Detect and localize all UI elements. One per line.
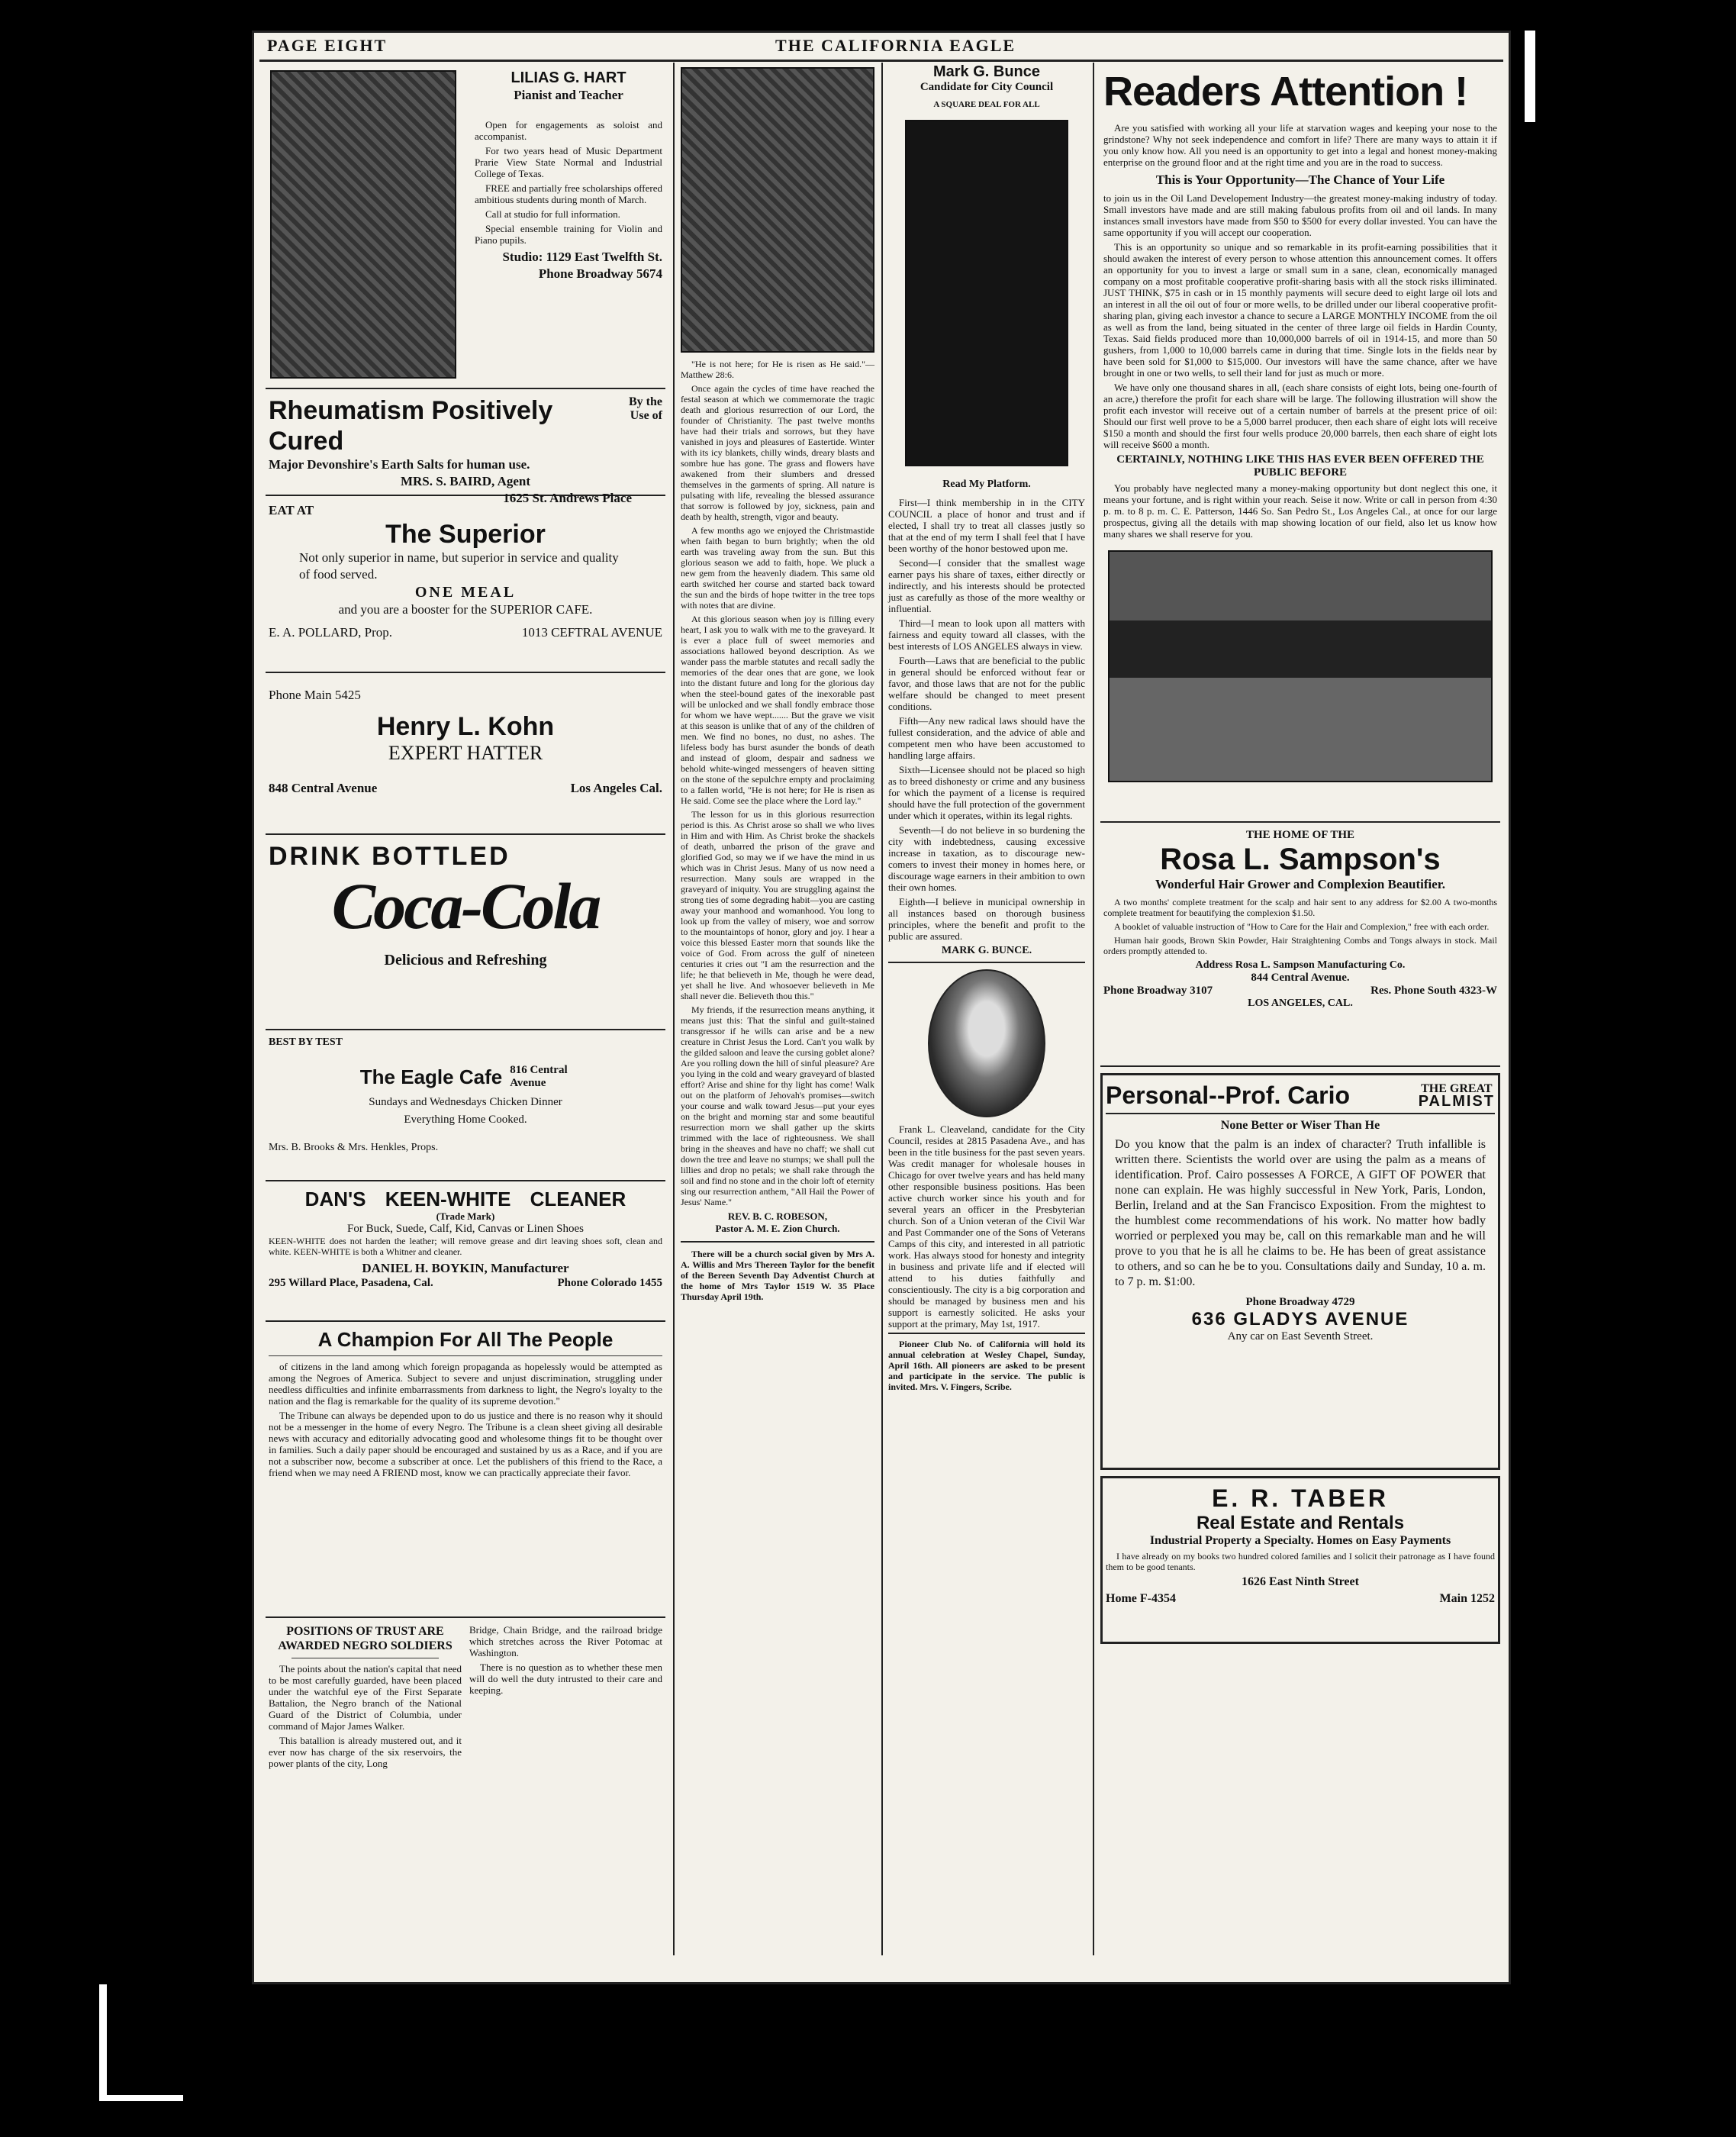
dans-maker: DANIEL H. BOYKIN, Manufacturer (362, 1261, 569, 1275)
sermon-text: At this glorious season when joy is filling every heart, I ask you to walk with me to the graveyard. It is ever a place full of sweet memories and associations hallowed beyond description. As we wander pass the marble statutes and recall sadly the memories of the dear ones that are gone, we look into the distant future and long for the glorious day when the steel-bound gates of the inexorable past will be unlocked and we shall fondly embrace those for whom we have wept....... But the grave we visit at this season is unlike that of any of the children of men. We find no bones, no dust, no ashes. The lifeless body has burst asunder the bonds of death and instead of gloom, despair and sadness we behold white-winged messengers of heaven sitting on the stone of the sepulchre empty and proclaiming to a fallen world, "He is not here; for He is risen as He said. Come see the place where the Lord lay." (681, 614, 874, 806)
scan-edge-mark (99, 1984, 107, 2099)
coke-tag: Delicious and Refreshing (384, 952, 547, 969)
bunce-slogan: A SQUARE DEAL FOR ALL (933, 100, 1040, 109)
eagle-name: The Eagle Cafe (359, 1065, 503, 1088)
sermon-sig1: REV. B. C. ROBESON, (727, 1210, 828, 1222)
readers-title: Readers Attention ! (1103, 69, 1468, 114)
readers-text: This is an opportunity so unique and so remarkable in its profit-earning possibilities that it should awaken the interest of every person to whose attention this announcement comes. It offers an opportunity for you to invest a large or small sum in a sane, clean, economically managed company on a most profitable cooperative profit-sharing basis with all the stock risks illiminated. JUST THINK, $75 in cash or in 15 monthly payments will secure deed to eight large oil lots and an interest in all the oil out of four or more wells, to be drilled under our liberal cooperative profit-sharing plan, giving each investor a chance to secure a LARGE MONTHLY INCOME from the oil as well as from the land, being situated in the center of three large oil fields in Hardin County, Texas. Said fields produced more than 10,000,000 barrels of oil in 1914-15, and more than 50 gushers, from 1,000 to 10,000 barrels came in during that time. Single lots in the fields near by have been sold for $1,000 to $15,000. Our investors will have the same chance, after we have brought in one or two wells, to sell their land for just as much or more. (1103, 241, 1497, 379)
ad-superior-cafe (266, 496, 665, 673)
ad-rosa-sampson (1100, 823, 1500, 1067)
kohn-name: Henry L. Kohn (376, 712, 555, 741)
ad-eagle-cafe (266, 1030, 665, 1181)
cario-sub: None Better or Wiser Than He (1220, 1119, 1380, 1132)
sermon-quote: "He is not here; for He is risen as He said."—Matthew 28:6. (681, 359, 874, 380)
bunce-plank: Second—I consider that the smallest wage earner pays his share of taxes, either directly or indirectly, and his interests should be protected just as carefully as those of the more wealthy or influential. (888, 557, 1085, 614)
champion-text: The Tribune can always be depended upon to do us justice and there is no reason why it should not be a messenger in the home of every Negro. The Tribune is a clean sheet giving all desirable news with accuracy and editorially advocating good and wholesome things fit to be thought over in families. Such a daily paper should be encouraged and sustained by us as a Race, and if you are not a subscriber now, become a subscriber at once. Let the publishers of this friend to the Race, a friend when we may need A FRIEND most, know we can practically appreciate their favor. (269, 1410, 662, 1478)
readers-text: Are you satisfied with working all your life at starvation wages and keeping your nose to the grindstone? Why not seek independence and comfort in life? There are many ways to attain it if you only know how. All you need is an opportunity to get into a legal and honest money-making enterprise on the ground floor and at the right time and you are in the road to success. (1103, 122, 1497, 168)
ad-coca-cola (266, 835, 665, 1030)
taber-line: Industrial Property a Specialty. Homes on Easy Payments (1149, 1534, 1451, 1547)
eagle-props: Mrs. B. Brooks & Mrs. Henkles, Props. (269, 1142, 439, 1153)
dans-line1: For Buck, Suede, Calf, Kid, Canvas or Linen Shoes (347, 1223, 584, 1235)
sermon-text: Once again the cycles of time have reached the festal season at which we commemorate the tragic death and glorious resurrection of our Lord, the founder of Christianity. The past twelve months have had their trials and sorrows, but they have vanished in joys and pleasures of Eastertide. Winter with its icy blankets, chilly winds, dreary blasts and sombre hue has gone. The grass and flowers have awakened from their slumbers and dressed themselves in the garments of spring. All nature is pulsating with life, revealing the blessed assurance that sorrow is followed by joy, sickness, pain and death by health, strength, vigor and beauty. (681, 383, 874, 522)
superior-text: Not only superior in name, but superior in service and quality of food served. (299, 550, 619, 582)
sampson-street: 844 Central Avenue. (1251, 972, 1350, 984)
sermon-sig2: Pastor A. M. E. Zion Church. (715, 1223, 840, 1234)
taber-text: I have already on my books two hundred colored families and I solicit their patronage as I have found them to be good tenants. (1106, 1551, 1495, 1572)
readers-text: We have only one thousand shares in all, (each share consists of eight lots, being one-fourth of an acre,) therefore the profit for each share will be large. The following illustration will show the profit each investor will receive out of a certain number of barrels at the present price of oil: Should our first well prove to be a 5,000 barrel producer, then each share of eight lots will receive $150 a month and should the first four wells produce 20,000 barrels, then each share of eight lots will receive $600 a month. (1103, 382, 1497, 450)
masthead-rule (259, 60, 1503, 62)
portrait-photo (905, 120, 1068, 466)
champion-title: A Champion For All The People (317, 1328, 614, 1351)
dans-line2: KEEN-WHITE does not harden the leather; will remove grease and dirt leaving shoes soft, clean and white. KEEN-WHITE is both a Whitner and cleaner. (269, 1236, 662, 1257)
ad-dans-cleaner (266, 1181, 665, 1322)
taber-sub: Real Estate and Rentals (1196, 1513, 1405, 1533)
positions-text: The points about the nation's capital that need to be most carefully guarded, have been placed under the watchful eye of the First Separate Battalion, the Negro branch of the National Guard of the District of Columbia, under command of Major James Walker. (269, 1663, 462, 1732)
sampson-city: LOS ANGELES, CAL. (1248, 998, 1353, 1009)
dans-address: 295 Willard Place, Pasadena, Cal. (269, 1277, 433, 1289)
superior-prop: E. A. POLLARD, Prop. (269, 625, 392, 640)
eagle-line1: Sundays and Wednesdays Chicken Dinner (369, 1096, 562, 1108)
portrait-photo (681, 67, 874, 353)
sampson-sub: Wonderful Hair Grower and Complexion Beautifier. (1155, 877, 1445, 891)
eagle-line2: Everything Home Cooked. (404, 1114, 527, 1126)
dans-phone: Phone Colorado 1455 (557, 1277, 662, 1289)
rheumatism-agent: MRS. S. BAIRD, Agent (400, 474, 531, 488)
sermon-text: A few months ago we enjoyed the Christmastide when faith began to burn brightly; when the old earth was traveling away from the sun. But this glorious season we add to faith, hope. We pluck a new gem from the heavenly diadem. This same old earth switched her course and started back toward the sun and the birds of hope twitter in the tree tops with notes that are divine. (681, 525, 874, 611)
page-number: PAGE EIGHT (267, 36, 388, 55)
column-right (1094, 63, 1506, 1644)
bunce-plank: Third—I mean to look upon all matters with fairness and equity toward all classes, with the best interests of LOS ANGELES always in view. (888, 617, 1085, 652)
rheumatism-address: 1625 St. Andrews Place (503, 491, 632, 505)
cleaveland-text: Frank L. Cleaveland, candidate for the City Council, resides at 2815 Pasadena Ave., and has been in the title business for the past seven years. Was credit manager for wholesale houses in Chicago for over twelve years and has held many other responsible business positions. Has been active church worker since his youth and for several years an officer in the Presbyterian church. Son of a Union veteran of the Civil War and Past Commander one of the Sons of Veterans Camps of this city, and interested in all patriotic work. Has always stood for honesty and integrity in business and private life and if elected will attend to his duties faithfully and conscientiously. The city is a big corporation and should be managed by business men and his support is earnestly solicited. He asks your support at the primary, May 1st, 1917. (888, 1123, 1085, 1330)
hart-text: Call at studio for full information. (485, 208, 620, 220)
portrait-photo (270, 70, 456, 379)
superior-address: 1013 CEFTRAL AVENUE (521, 625, 662, 640)
readers-text: You probably have neglected many a money-making opportunity but dont neglect this one, it means your fortune, and is right within your reach. Seise it now. Write or call in person from 4:30 p. m. to 8 p. m. C. E. Patterson, 1446 So. San Pedro St., Los Angeles Cal., at once for our large prospectus, giving all the details with map showing location of our field, also let us know how many shares we shall reserve for you. (1103, 482, 1497, 540)
cario-address: 636 GLADYS AVENUE (1191, 1309, 1409, 1330)
hart-text: FREE and partially free scholarships offered ambitious students during month of March. (475, 182, 662, 205)
masthead (252, 32, 1511, 60)
superior-meal: ONE MEAL (414, 584, 517, 601)
scan-edge-mark (99, 2095, 183, 2101)
hart-name: LILIAS G. HART (510, 69, 626, 86)
dans-tm: (Trade Mark) (436, 1210, 495, 1222)
positions-text: There is no question as to whether these men will do well the duty intrusted to their care and keeping. (469, 1662, 662, 1696)
ad-lilias-hart (266, 63, 665, 389)
bunce-caption: Read My Platform. (942, 479, 1031, 490)
ad-henry-kohn (266, 673, 665, 835)
sermon-text: My friends, if the resurrection means anything, it means just this: That the sinful and guilt-stained transgressor if he wills can arise and be a new creature in Christ Jesus the Lord. Can't you walk by the gilded saloon and leave the cursing goblet alone? Are you rolling down the hill of sinful pleasure? Are you lying in the cold and weary graveyard of blasted effort? Arise and shine for thy light has come! Walk out on the platform of Jehovah's promises—switch your course and walk toward Jesus—put your eyes on the bright and morning star and some beautiful resurrection morn we shall gather up the skirts trimmed with the lace of righteousness. We shall bring in the sheaves and have no chaff; we shall cut down the tree and leave no stumps; we shall pull the lillies and drop no petals; we shall rake through the soil and find no stone and in the choir loft of eternity sing our resurrection anthem, "All Hail the Power of Jesus' Name." (681, 1004, 874, 1207)
cario-car: Any car on East Seventh Street. (1227, 1330, 1374, 1342)
scan-edge-mark (1525, 31, 1535, 122)
superior-name: The Superior (385, 520, 546, 549)
shop-interior-photo (1108, 550, 1493, 782)
coca-cola-logo: Coca-Cola (331, 869, 600, 943)
ad-prof-cario (1100, 1073, 1500, 1470)
sampson-phone: Res. Phone South 4323-W (1370, 985, 1497, 997)
article-champion (266, 1322, 665, 1618)
rheumatism-title: Rheumatism Positively Cured (269, 396, 553, 456)
bunce-plank: Fifth—Any new radical laws should have the fullest consideration, and the advice of able and competent men who have been accustomed to handling large affairs. (888, 715, 1085, 761)
cleaveland-portrait (928, 969, 1045, 1117)
sampson-phone: Phone Broadway 3107 (1103, 985, 1213, 997)
bunce-plank: Eighth—I believe in municipal ownership in all instances based on thorough business principles, where the benefit and profit to the public are assured. (888, 896, 1085, 942)
positions-text: This batallion is already mustered out, and it ever now has charge of the six reservoirs, the power plants of the city, Long (269, 1735, 462, 1769)
bunce-cand: Candidate for City Council (920, 81, 1054, 93)
hart-title: Pianist and Teacher (514, 88, 623, 102)
cario-phone: Phone Broadway 4729 (1245, 1296, 1355, 1308)
taber-address: 1626 East Ninth Street (1242, 1575, 1359, 1588)
rheumatism-by: By the Use of (629, 395, 662, 422)
positions-title: POSITIONS OF TRUST ARE AWARDED NEGRO SOLDIERS (278, 1625, 453, 1652)
dans-title: DAN'S KEEN-WHITE CLEANER (304, 1188, 626, 1210)
hart-phone: Phone Broadway 5674 (538, 266, 662, 281)
pioneer-club-notice: Pioneer Club No. of California will hold its annual celebration at Wesley Chapel, Sunday, April 16th. All pioneers are asked to be present and participate in the service. The public is invited. Mrs. V. Fingers, Scribe. (888, 1339, 1085, 1392)
column-left (259, 63, 672, 1778)
sampson-text: Human hair goods, Brown Skin Powder, Hair Straightening Combs and Tongs always in stock. Mail orders promptly attended to. (1103, 935, 1497, 956)
bunce-plank: Seventh—I do not believe in so burdening the city with indebtedness, causing excessive increase in taxation, as to discourage new-comers to invest their money in homes here, or discourage wage earners in their ambition to own their own homes. (888, 824, 1085, 893)
sampson-text: A two months' complete treatment for the scalp and hair sent to any address for $2.00 A two-months complete treatment for beautifying the complexion $1.50. (1103, 897, 1497, 918)
bunce-plank: First—I think membership in in the CITY COUNCIL a place of honor and trust and if elected, I shall try to treat all classes justly so that at the end of my term I shall feel that I have been worthy of the honor bestowed upon me. (888, 497, 1085, 554)
eagle-address: 816 Central Avenue (510, 1064, 568, 1089)
ad-er-taber (1100, 1476, 1500, 1644)
cario-palmist: PALMIST (1418, 1093, 1495, 1110)
ad-readers-attention (1100, 63, 1500, 823)
champion-text: of citizens in the land among which foreign propaganda as hopelessly would be attempted as among the Negroes of America. Subject to severe and unjust discrimination, struggling under needless difficulties and infinite embarrassments from darkness to light, the Negro's loyalty to the nation and the flag is remarkable for the quality of its supreme devotion." (269, 1361, 662, 1407)
bunce-name: Mark G. Bunce (932, 63, 1041, 80)
bunce-plank: Fourth—Laws that are beneficial to the public in general should be enforced without fear or favor, and those laws that are not for the public welfare should be changed to meet present conditions. (888, 655, 1085, 712)
superior-eat: EAT AT (269, 503, 314, 517)
cario-text: Do you know that the palm is an index of character? Truth infallible is written there. Scientists the world over are using the palm as a means of identification. Prof. Cairo possesses A FORCE, A GIFT OF POWER that none can explain. He was highly successful in New York, Paris, London, Berlin, Ireland and at the San Francisco Exposition. From the mightest to the humblest come recommendations of his work. No matter how badly worried or perplexed you may be, call on this remarkable man and he will prove to you that he is all he claims to be. He has been of great assistance to others, and so can he be to you. Consultations daily and Sunday, 10 a. m. to 7 p. m. $1:00. (1115, 1138, 1486, 1288)
cario-great: THE GREAT (1421, 1082, 1493, 1095)
hart-text: Open for engagements as soloist and accompanist. (475, 119, 662, 142)
kohn-phone: Phone Main 5425 (269, 688, 361, 702)
positions-text: Bridge, Chain Bridge, and the railroad bridge which stretches across the River Potomac at Washington. (469, 1624, 662, 1658)
taber-name: E. R. TABER (1212, 1484, 1389, 1512)
sermon-text: The lesson for us in this glorious resurrection period is this. As Christ arose so shall we who lives in Him and with Him. As Christ broke the shackels of death, unbarred the prison of the grave and glorified God, so may we if we have the mind in us which was in Christ Jesus. Many of us now need a resurrection. Many souls are wrapped in the graveyard of iniquity. You are struggling against the strong ties of some degrading habit—you are casting away your manhood and womanhood. You long to look up from the valley of misery, woe and sorrow to the mountaintops of honor, glory and joy. I hear a voice this blessed Easter morn that sounds like the voice of God. From across the gulf of nineteen centuries it cries out "I am the resurrection and the life; he that believeth in Me, though he were dead, yet shall he live. And whosoever believeth in Me shall never die. Believeth thou this." (681, 809, 874, 1001)
kohn-trade: EXPERT HATTER (388, 742, 543, 764)
cario-title: Personal--Prof. Cario (1106, 1081, 1351, 1109)
column-bunce (882, 63, 1091, 1395)
readers-text: to join us in the Oil Land Developement Industry—the greatest money-making industry of today. Small investors have made and are still making fabulous profits from oil and oil lands. In many instances small investors have made from $50 to $500 for every dollar invested. You can have the same opportunity if you will accept our cooperation. (1103, 192, 1497, 238)
readers-caps: CERTAINLY, NOTHING LIKE THIS HAS EVER BEEN OFFERED THE PUBLIC BEFORE (1116, 453, 1484, 479)
taber-phone: Main 1252 (1439, 1592, 1495, 1605)
bunce-sig: MARK G. BUNCE. (941, 945, 1032, 956)
superior-booster: and you are a booster for the SUPERIOR CAFE. (338, 602, 593, 617)
taber-phone: Home F-4354 (1106, 1592, 1176, 1605)
hart-text: For two years head of Music Department Prarie View State Normal and Industrial College of Texas. (475, 145, 662, 179)
rheumatism-sub: Major Devonshire's Earth Salts for human use. (269, 457, 530, 472)
church-social-notice: There will be a church social given by Mrs A. A. Willis and Mrs Thereen Taylor for the benefit of the Bereen Seventh Day Adventist Church at the home of Mrs Taylor 1519 W. 35 Place Thursday April 19th. (681, 1249, 874, 1302)
ad-rheumatism (266, 389, 665, 505)
sampson-text: A booklet of valuable instruction of "How to Care for the Hair and Complexion," free with each order. (1114, 921, 1490, 932)
kohn-city: Los Angeles Cal. (570, 781, 662, 795)
hart-text: Special ensemble training for Violin and Piano pupils. (475, 223, 662, 246)
coke-top: DRINK BOTTLED (269, 842, 510, 871)
sampson-name: Rosa L. Sampson's (1160, 843, 1441, 876)
eagle-best: BEST BY TEST (269, 1036, 343, 1048)
article-positions-of-trust (266, 1618, 665, 1778)
readers-sub: This is Your Opportunity—The Chance of Your Life (1155, 172, 1445, 187)
column-sermon (675, 63, 881, 1305)
sampson-home: THE HOME OF THE (1245, 829, 1355, 841)
sampson-address: Address Rosa L. Sampson Manufacturing Co. (1195, 959, 1406, 971)
hart-studio: Studio: 1129 East Twelfth St. (502, 250, 662, 264)
paper-title: THE CALIFORNIA EAGLE (775, 36, 1016, 55)
bunce-plank: Sixth—Licensee should not be placed so high as to breed dishonesty or crime and any business for which the payment of a license is required should have the full protection of the government under which it operates, within its legal rights. (888, 764, 1085, 821)
kohn-address: 848 Central Avenue (269, 781, 378, 795)
